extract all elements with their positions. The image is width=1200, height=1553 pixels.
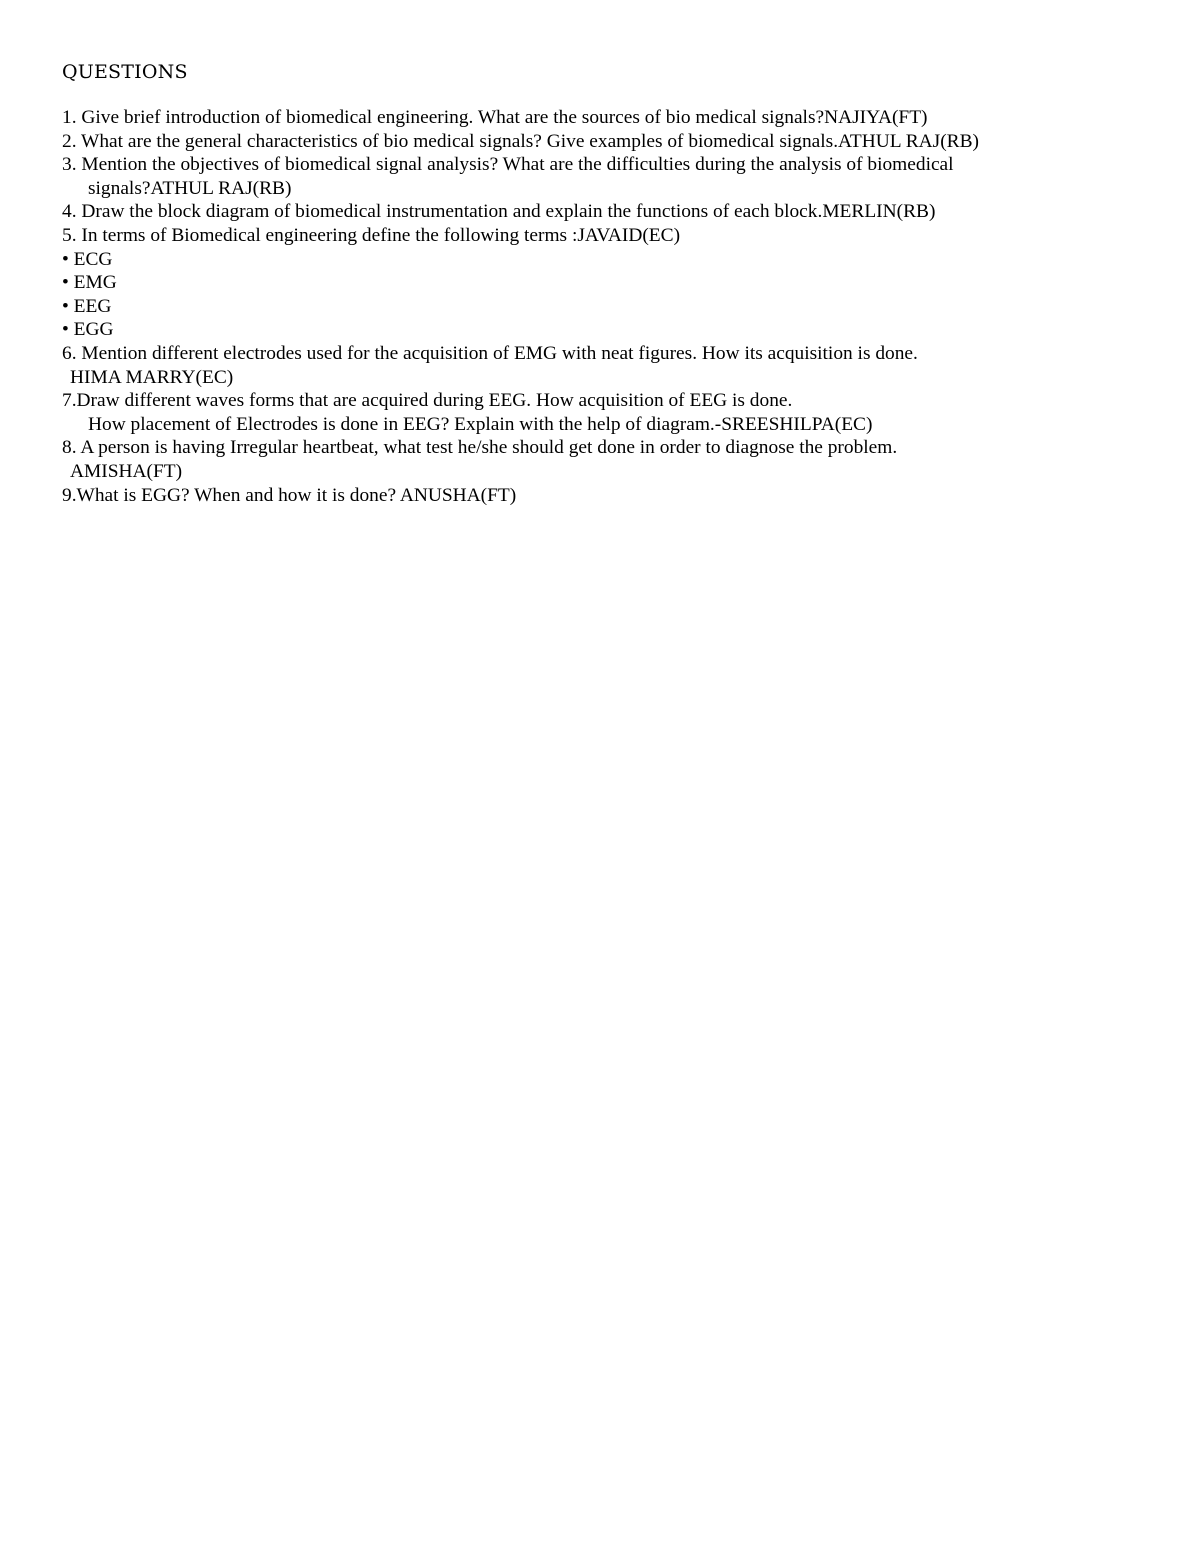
bullet-item: • ECG xyxy=(62,248,113,270)
question-8: 8. A person is having Irregular heartbeat, what test he/she should get done in order to diagnose the problem. xyxy=(62,437,898,459)
question-5: 5. In terms of Biomedical engineering define the following terms :JAVAID(EC) xyxy=(62,224,681,246)
question-6-continued: HIMA MARRY(EC) xyxy=(70,366,234,388)
question-1: 1. Give brief introduction of biomedical engineering. What are the sources of bio medical signals?NAJIYA(FT) xyxy=(62,107,928,128)
question-2: 2. What are the general characteristics of bio medical signals? Give examples of biomedical signals.ATHUL RAJ(RB) xyxy=(62,130,980,152)
question-9: 9.What is EGG? When and how it is done? ANUSHA(FT) xyxy=(62,484,517,506)
question-list xyxy=(62,106,1192,507)
question-8-continued: AMISHA(FT) xyxy=(70,460,183,482)
bullet-item: • EEG xyxy=(62,295,112,317)
bullet-item: • EGG xyxy=(62,319,114,341)
question-4: 4. Draw the block diagram of biomedical instrumentation and explain the functions of each block.MERLIN(RB) xyxy=(62,201,936,223)
question-6: 6. Mention different electrodes used for the acquisition of EMG with neat figures. How its acquisition is done. xyxy=(62,342,918,364)
question-7: 7.Draw different waves forms that are acquired during EEG. How acquisition of EEG is done. xyxy=(62,390,793,412)
page-heading: QUESTIONS xyxy=(62,61,188,83)
question-3: 3. Mention the objectives of biomedical signal analysis? What are the difficulties during the analysis of biomedical xyxy=(62,154,954,176)
bullet-item: • EMG xyxy=(62,272,117,294)
question-7-continued: How placement of Electrodes is done in EEG? Explain with the help of diagram.-SREESHILPA(EC) xyxy=(88,413,873,435)
question-3-continued: signals?ATHUL RAJ(RB) xyxy=(88,177,292,199)
